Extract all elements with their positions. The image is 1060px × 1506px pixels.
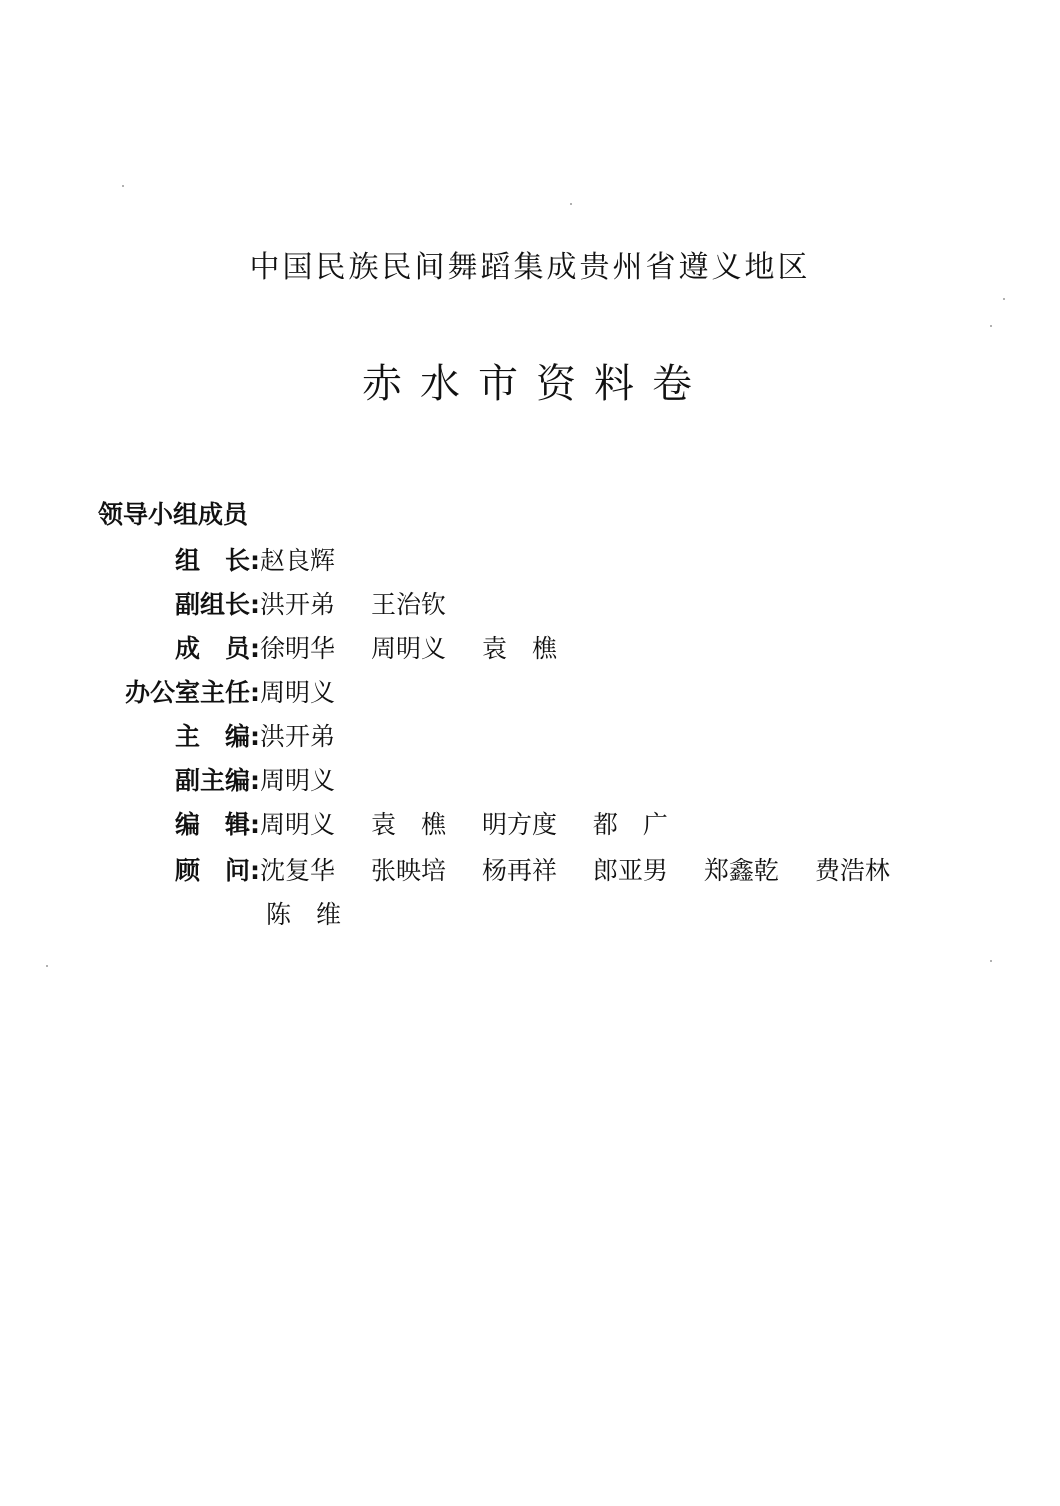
person-name: 费浩林 — [814, 856, 890, 885]
person-name: 洪开弟 — [260, 590, 336, 619]
role-label: 办公室主任: — [125, 678, 260, 707]
person-name: 都 广 — [592, 810, 668, 839]
names-list — [260, 853, 918, 889]
role-label: 主 编: — [175, 722, 260, 751]
person-name: 郑鑫乾 — [703, 856, 779, 885]
scan-speck — [46, 965, 48, 967]
role-label: 副组长: — [175, 590, 260, 619]
role-label: 副主编: — [175, 766, 260, 795]
person-name: 周明义 — [260, 810, 336, 839]
names-list — [260, 587, 474, 623]
person-name: 明方度 — [481, 810, 557, 839]
names-list — [260, 719, 363, 755]
person-name: 沈复华 — [260, 856, 336, 885]
role-label: 组 长: — [175, 546, 260, 575]
scan-speck — [1003, 298, 1005, 300]
names-list — [260, 807, 696, 843]
names-list — [260, 675, 363, 711]
names-list — [260, 543, 363, 579]
scan-speck — [570, 203, 572, 205]
person-name: 周明义 — [260, 766, 336, 795]
person-name: 周明义 — [260, 678, 336, 707]
volume-title: 赤水市资料卷 — [362, 361, 710, 407]
role-label: 编 辑: — [175, 810, 260, 839]
scan-speck — [990, 960, 992, 962]
person-name: 洪开弟 — [260, 722, 336, 751]
section-heading: 领导小组成员 — [98, 500, 249, 529]
person-name: 郎亚男 — [592, 856, 668, 885]
names-list — [266, 897, 369, 933]
person-name: 周明义 — [370, 634, 446, 663]
person-name: 袁 樵 — [481, 634, 557, 663]
role-label: 顾 问: — [175, 856, 260, 885]
names-list — [260, 631, 585, 667]
person-name: 杨再祥 — [481, 856, 557, 885]
person-name: 陈 维 — [266, 900, 342, 929]
series-title: 中国民族民间舞蹈集成贵州省遵义地区 — [249, 250, 811, 285]
scan-speck — [122, 185, 124, 187]
person-name: 张映培 — [370, 856, 446, 885]
role-label: 成 员: — [175, 634, 260, 663]
person-name: 王治钦 — [370, 590, 446, 619]
person-name: 赵良辉 — [260, 546, 336, 575]
person-name: 徐明华 — [260, 634, 336, 663]
person-name: 袁 樵 — [370, 810, 446, 839]
names-list — [260, 763, 363, 799]
scan-speck — [990, 325, 992, 327]
